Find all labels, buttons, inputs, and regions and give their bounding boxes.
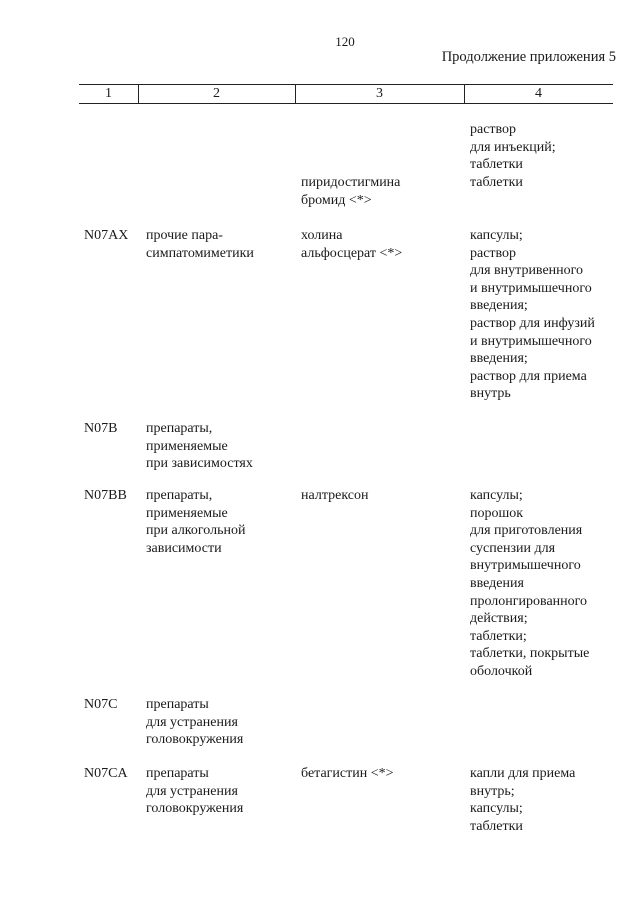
- header-col-4: 4: [535, 86, 542, 101]
- header-col-2: 2: [213, 86, 220, 101]
- continuation-label: Продолжение приложения 5: [441, 49, 616, 65]
- atc-code: N07AX: [84, 228, 129, 243]
- dosage-forms: раствор для инъекций; таблетки: [470, 122, 556, 173]
- drug-name: пиридостигмина бромид <*>: [301, 175, 401, 208]
- group-name: препараты, применяемые при зависимостях: [146, 421, 253, 472]
- header-line-bottom: [79, 103, 613, 104]
- drug-name: налтрексон: [301, 488, 369, 503]
- atc-code: N07CA: [84, 766, 128, 781]
- header-col-3: 3: [376, 86, 383, 101]
- drug-name: бетагистин <*>: [301, 766, 394, 781]
- dosage-forms: капли для приема внутрь; капсулы; таблетки: [470, 766, 576, 834]
- atc-code: N07C: [84, 697, 118, 712]
- group-name: препараты для устранения головокружения: [146, 766, 244, 817]
- dosage-forms: таблетки: [470, 175, 523, 190]
- group-name: прочие пара- симпатомиметики: [146, 228, 254, 261]
- dosage-forms: капсулы; порошок для приготовления суспензии для внутримышечного введения пролонгированного действия; таблетки; таблетки, покрытые оболочкой: [470, 488, 590, 679]
- header-col-1: 1: [105, 86, 112, 101]
- header-line-top: [79, 84, 613, 85]
- atc-code: N07BB: [84, 488, 127, 503]
- group-name: препараты, применяемые при алкогольной зависимости: [146, 488, 246, 556]
- atc-code: N07B: [84, 421, 118, 436]
- group-name: препараты для устранения головокружения: [146, 697, 244, 748]
- dosage-forms: капсулы; раствор для внутривенного и внутримышечного введения; раствор для инфузий и внутримышечного введения; раствор для приема внутрь: [470, 228, 595, 402]
- page-number: 120: [335, 34, 355, 49]
- drug-name: холина альфосцерат <*>: [301, 228, 403, 261]
